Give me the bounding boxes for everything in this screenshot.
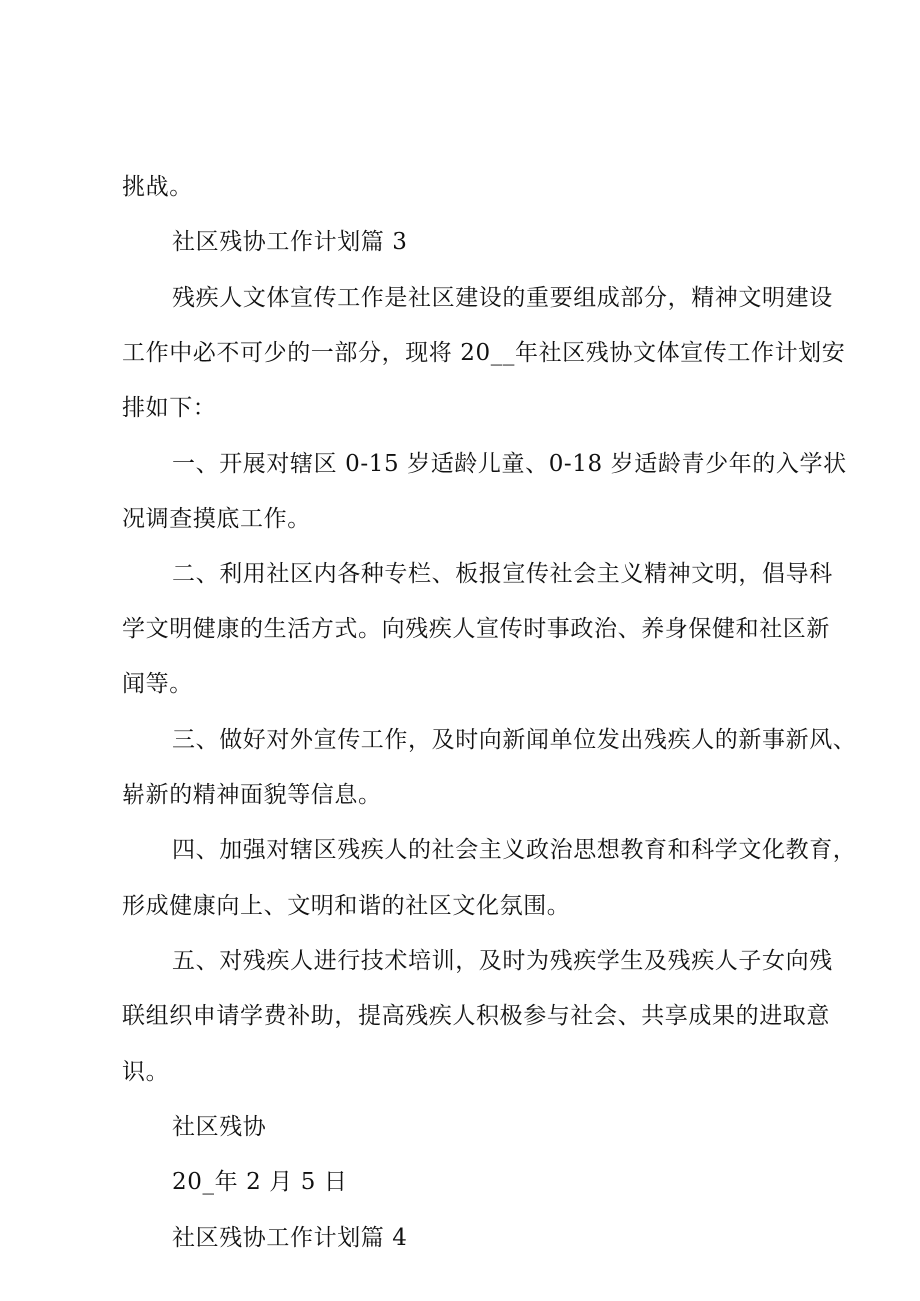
paragraph-line: 残疾人文体宣传工作是社区建设的重要组成部分，精神文明建设 [172, 285, 833, 311]
list-item-line: 一、开展对辖区 0-15 岁适龄儿童、0-18 岁适龄青少年的入学状 [172, 451, 847, 477]
paragraph-line: 排如下： [122, 395, 217, 421]
list-item-line: 三、做好对外宣传工作，及时向新闻单位发出残疾人的新事新风、 [172, 727, 857, 753]
signature-organization: 社区残协 [172, 1114, 267, 1140]
section-heading-3: 社区残协工作计划篇 3 [172, 229, 408, 255]
list-item-line: 联组织申请学费补助，提高残疾人积极参与社会、共享成果的进取意 [122, 1003, 830, 1029]
list-item-line: 形成健康向上、文明和谐的社区文化氛围。 [122, 893, 571, 919]
list-item-line: 四、加强对辖区残疾人的社会主义政治思想教育和科学文化教育， [172, 837, 857, 863]
section-heading-4: 社区残协工作计划篇 4 [172, 1225, 408, 1251]
list-item-line: 崭新的精神面貌等信息。 [122, 782, 382, 808]
paragraph-line: 工作中必不可少的一部分，现将 20__年社区残协文体宣传工作计划安 [122, 340, 846, 366]
list-item-line: 五、对残疾人进行技术培训，及时为残疾学生及残疾人子女向残 [172, 948, 833, 974]
list-item-line: 况调查摸底工作。 [122, 506, 311, 532]
list-item-line: 闻等。 [122, 671, 193, 697]
list-item-line: 学文明健康的生活方式。向残疾人宣传时事政治、养身保健和社区新 [122, 616, 830, 642]
text-line: 挑战。 [122, 174, 193, 200]
signature-date: 20_年 2 月 5 日 [172, 1169, 348, 1195]
list-item-line: 二、利用社区内各种专栏、板报宣传社会主义精神文明，倡导科 [172, 561, 833, 587]
list-item-line: 识。 [122, 1059, 170, 1085]
